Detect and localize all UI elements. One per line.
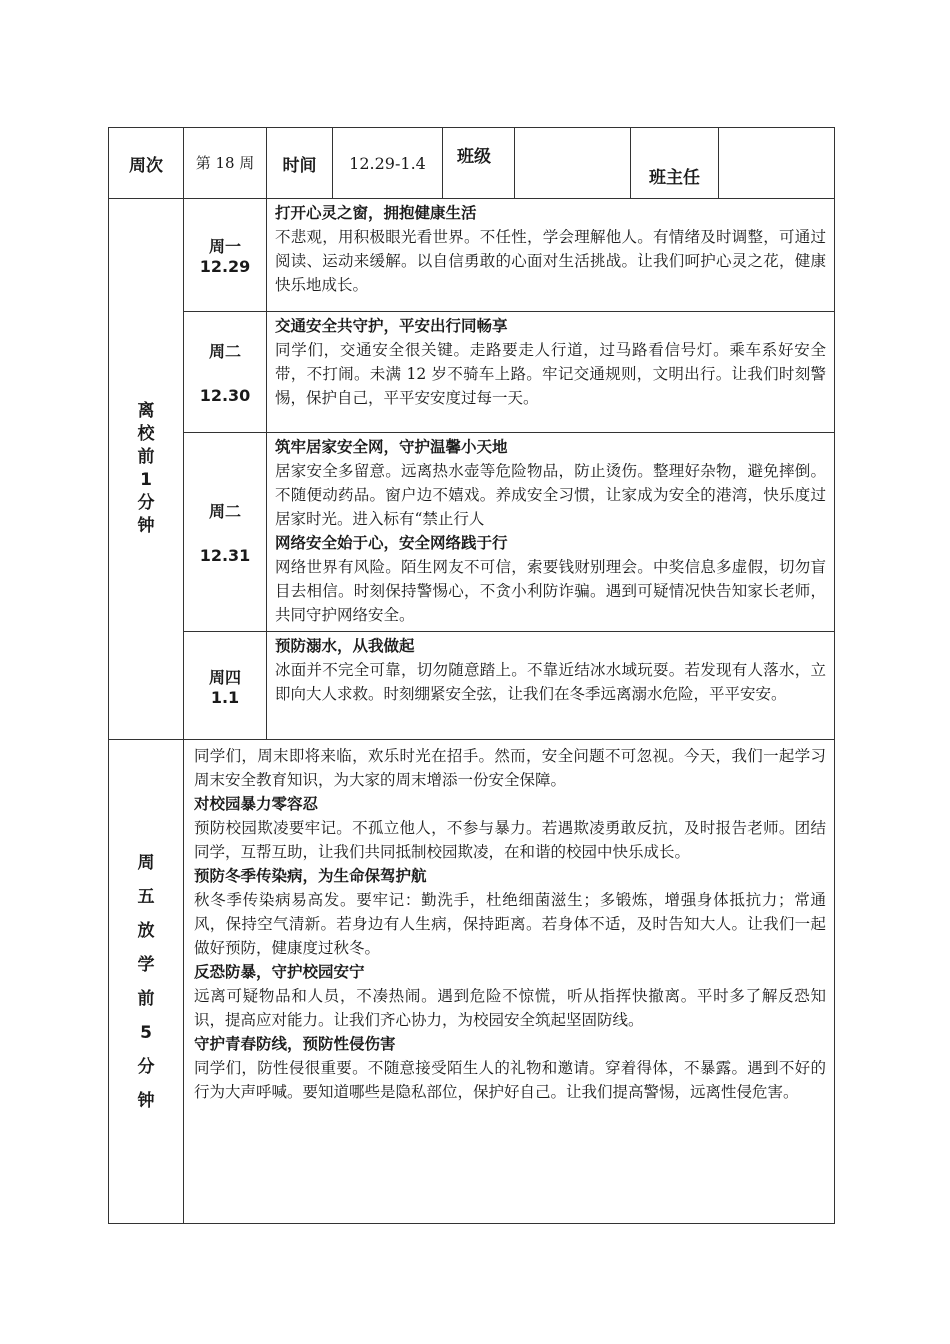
topic-body: 同学们，防性侵很重要。不随意接受陌生人的礼物和邀请。穿着得体，不暴露。遇到不好的行为大声呼喊。要知道哪些是隐私部位，保护好自己。让我们提高警惕，远离性侵危害。 <box>194 1059 826 1101</box>
friday-row <box>109 740 835 1224</box>
topic-body: 不悲观，用积极眼光看世界。不任性，学会理解他人。有情绪及时调整，可通过阅读、运动来缓解。以自信勇敢的心面对生活挑战。让我们呵护心灵之花，健康快乐地成长。 <box>275 228 826 294</box>
topic-body: 预防校园欺凌要牢记。不孤立他人，不参与暴力。若遇欺凌勇敢反抗，及时报告老师。团结同学，互帮互助，让我们共同抵制校园欺凌，在和谐的校园中快乐成长。 <box>194 819 826 861</box>
day-row <box>109 632 835 740</box>
topic-body: 远离可疑物品和人员，不凑热闹。遇到危险不惊慌，听从指挥快撤离。平时多了解反恐知识，提高应对能力。让我们齐心协力，为校园安全筑起坚固防线。 <box>194 987 826 1029</box>
day-content <box>267 199 835 312</box>
day-row <box>109 312 835 433</box>
section2-label-text: 周 五 放 学 前 5 分 钟 <box>137 852 155 1111</box>
topic-title: 守护青春防线，预防性侵伤害 <box>194 1034 396 1053</box>
day-cell <box>184 632 267 740</box>
day-date: 12.29 <box>199 257 251 276</box>
day-row <box>109 433 835 632</box>
topic-title: 预防冬季传染病，为生命保驾护航 <box>194 866 427 885</box>
topic-title: 打开心灵之窗，拥抱健康生活 <box>275 203 477 222</box>
class-label: 班级 <box>443 128 515 199</box>
class-value <box>515 128 631 199</box>
day-cell <box>184 433 267 632</box>
topic-title: 筑牢居家安全网，守护温馨小天地 <box>275 437 508 456</box>
topic-title: 网络安全始于心，安全网络践于行 <box>275 533 508 552</box>
friday-intro: 同学们，周末即将来临，欢乐时光在招手。然而，安全问题不可忽视。今天，我们一起学习周末安全教育知识，为大家的周末增添一份安全保障。 <box>194 747 826 789</box>
teacher-value <box>719 128 835 199</box>
safety-schedule-table <box>108 127 835 1224</box>
header-row <box>109 128 835 199</box>
day-cell <box>184 312 267 433</box>
day-cell <box>184 199 267 312</box>
topic-body: 同学们，交通安全很关键。走路要走人行道，过马路看信号灯。乘车系好安全带，不打闹。未满 12 岁不骑车上路。牢记交通规则，文明出行。让我们时刻警惕，保护自己，平平安安度过每一天。 <box>275 341 826 407</box>
topic-title: 预防溺水，从我做起 <box>275 636 415 655</box>
day-date: 1.1 <box>210 687 240 707</box>
day-date: 12.30 <box>199 386 251 405</box>
week-label: 周次 <box>109 128 184 199</box>
topic-title: 交通安全共守护，平安出行同畅享 <box>275 316 508 335</box>
teacher-label: 班主任 <box>631 128 719 199</box>
week-value: 第 18 周 <box>184 128 267 199</box>
section2-label <box>109 740 184 1224</box>
topic-body: 居家安全多留意。远离热水壶等危险物品，防止烫伤。整理好杂物，避免摔倒。不随便动药品。窗户边不嬉戏。养成安全习惯，让家成为安全的港湾，快乐度过居家时光。进入标有“禁止行人 <box>275 462 826 528</box>
topic-title: 反恐防暴，守护校园安宁 <box>194 962 365 981</box>
day-name: 周一 <box>208 237 241 256</box>
section1-label <box>109 199 184 740</box>
topic-body: 网络世界有风险。陌生网友不可信，索要钱财别理会。中奖信息多虚假，切勿盲目去相信。时刻保持警惕心，不贪小利防诈骗。遇到可疑情况快告知家长老师，共同守护网络安全。 <box>275 558 826 624</box>
section1-label-text: 离 校 前 1 分 钟 <box>137 401 155 536</box>
day-name: 周四 <box>208 667 241 687</box>
day-content <box>267 433 835 632</box>
time-value: 12.29-1.4 <box>333 128 443 199</box>
friday-content <box>184 740 835 1224</box>
day-row <box>109 199 835 312</box>
day-name: 周二 <box>208 342 241 361</box>
time-label: 时间 <box>267 128 333 199</box>
topic-title: 对校园暴力零容忍 <box>194 794 319 813</box>
day-content <box>267 312 835 433</box>
day-date: 12.31 <box>199 546 251 565</box>
day-name: 周二 <box>208 502 241 521</box>
day-content <box>267 632 835 740</box>
topic-body: 秋冬季传染病易高发。要牢记：勤洗手，杜绝细菌滋生；多锻炼，增强身体抵抗力；常通风，保持空气清新。若身边有人生病，保持距离。若身体不适，及时告知大人。让我们一起做好预防，健康度过秋冬。 <box>194 891 826 957</box>
topic-body: 冰面并不完全可靠，切勿随意踏上。不靠近结冰水域玩耍。若发现有人落水，立即向大人求救。时刻绷紧安全弦，让我们在冬季远离溺水危险，平平安安。 <box>275 661 826 703</box>
